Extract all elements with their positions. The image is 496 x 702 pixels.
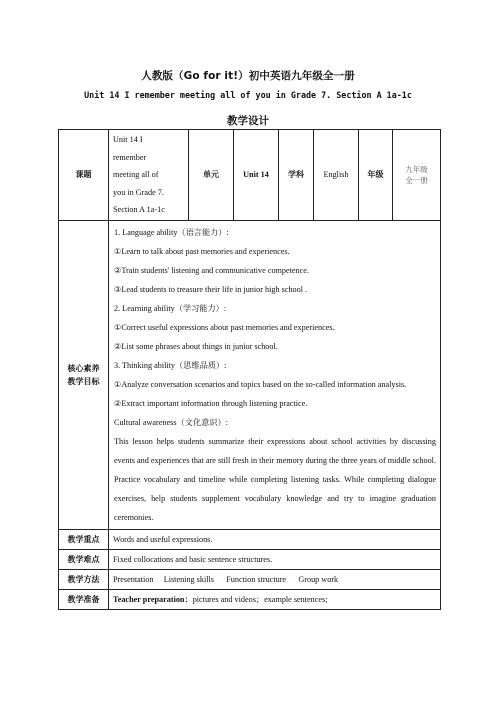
document-title: 人教版（Go for it!）初中英语九年级全一册 (141, 70, 355, 82)
course-label: 课题 (59, 130, 109, 221)
core-objectives-label (59, 220, 109, 529)
teacher-preparation-text: pictures and videos；example sentences; (192, 594, 328, 604)
teaching-method-row (59, 569, 441, 589)
objective-line: ②List some phrases about things in junior school. (114, 341, 278, 351)
objective-line: 2. Learning ability（学习能力）: (114, 303, 227, 313)
teaching-prep-label: 教学准备 (59, 589, 109, 609)
grade-value (393, 130, 441, 221)
course-line: meeting all of (113, 170, 159, 180)
section-heading: 教学设计 (227, 115, 269, 127)
core-objectives-content (109, 220, 441, 529)
objective-line: ①Learn to talk about past memories and experiences. (114, 246, 290, 256)
grade-label: 年级 (359, 130, 393, 221)
subject-label: 学科 (279, 130, 314, 221)
key-points-row (59, 529, 441, 549)
objective-line: ①Correct useful expressions about past memories and experiences. (114, 322, 335, 332)
course-value (109, 130, 189, 221)
cultural-awareness-paragraph: This lesson helps students summarize their expressions about school activities by discussing events and experiences that are still fresh in their memory during the three years of middle school. Practice vocabulary and timeline while completing listening tasks. While completing dialogue exercises, help students supplement vocabulary knowledge and try to imagine graduation ceremonies. (114, 436, 436, 522)
difficult-points-label: 教学难点 (59, 549, 109, 569)
subject-value: English (314, 130, 359, 221)
course-line: remember (113, 152, 147, 162)
course-line: you in Grade 7. (113, 187, 164, 197)
objective-line: 3. Thinking ability（思维品质）: (114, 360, 227, 370)
core-label-line: 教学目标 (67, 376, 100, 386)
core-label-line: 核心素养 (67, 363, 100, 373)
objective-line: ①Analyze conversation scenarios and topics based on the so-called information analysis. (114, 379, 407, 389)
grade-line: 全一册 (405, 175, 428, 185)
difficult-points-row (59, 549, 441, 569)
objective-line: 1. Language ability（语言能力）: (114, 227, 229, 237)
course-row (59, 130, 441, 221)
grade-line: 九年级 (405, 164, 428, 174)
unit-label: 单元 (189, 130, 234, 221)
difficult-points-value: Fixed collocations and basic sentence structures. (109, 549, 441, 569)
unit-value: Unit 14 (234, 130, 279, 221)
objective-line: ②Train students' listening and communicative competence. (114, 265, 309, 275)
teaching-method-value: Presentation Listening skills Function structure Group work (109, 569, 441, 589)
core-objectives-row (59, 220, 441, 529)
teaching-method-label: 教学方法 (59, 569, 109, 589)
objective-line: ②Extract important information through listening practice. (114, 398, 308, 408)
teaching-prep-value (109, 589, 441, 609)
teaching-design-table (58, 129, 441, 610)
key-points-label: 教学重点 (59, 529, 109, 549)
document-subtitle: Unit 14 I remember meeting all of you in Grade 7. Section A 1a-1c (84, 90, 412, 100)
course-line: Unit 14 I (113, 135, 143, 144)
teacher-preparation-lead: Teacher preparation： (113, 594, 193, 604)
objective-line: ③Lead students to treasure their life in junior high school . (114, 284, 308, 294)
objective-line: Cultural awareness（文化意识）: (114, 417, 228, 427)
course-line: Section A 1a-1c (113, 205, 165, 215)
key-points-value: Words and useful expressions. (109, 529, 441, 549)
teaching-prep-row (59, 589, 441, 609)
